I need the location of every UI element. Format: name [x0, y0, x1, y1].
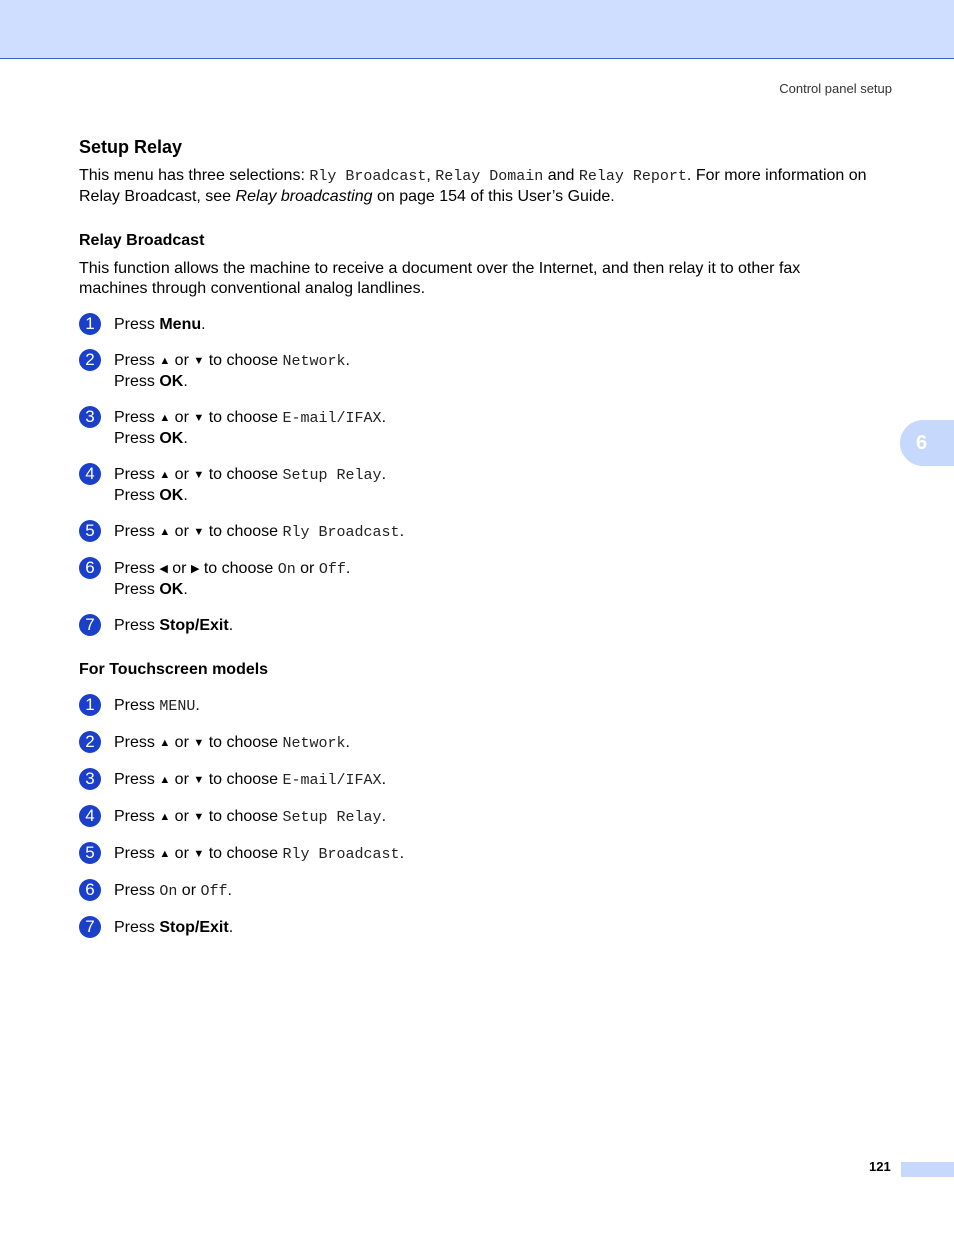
list-item: 5 Press ▲ or ▼ to choose Rly Broadcast. [79, 522, 869, 543]
right-arrow-icon: ▶ [190, 563, 200, 575]
list-item: 6 Press ◀ or ▶ to choose On or Off. Press OK. [79, 559, 869, 600]
key-ok: OK [159, 581, 184, 598]
list-item: 7 Press Stop/Exit. [79, 918, 869, 938]
up-arrow-icon: ▲ [159, 469, 171, 481]
option-relay-report: Relay Report [578, 168, 687, 185]
step-number-icon: 3 [79, 406, 101, 428]
list-item: 5 Press ▲ or ▼ to choose Rly Broadcast. [79, 844, 869, 865]
subsection-title: For Touchscreen models [79, 661, 269, 678]
list-item: 4 Press ▲ or ▼ to choose Setup Relay. [79, 807, 869, 828]
key-menu: Menu [159, 316, 202, 333]
page-number: 121 [869, 1159, 891, 1174]
list-item: 1 Press Menu. [79, 315, 869, 335]
down-arrow-icon: ▼ [193, 469, 205, 481]
list-item: 3 Press ▲ or ▼ to choose E-mail/IFAX. [79, 770, 869, 791]
step-number-icon: 5 [79, 520, 101, 542]
menu-value: Setup Relay [282, 809, 382, 826]
key-stop-exit: Stop/Exit [159, 617, 229, 634]
menu-value: Rly Broadcast [282, 524, 400, 541]
menu-value: Network [282, 353, 346, 370]
step-number-icon: 4 [79, 463, 101, 485]
down-arrow-icon: ▼ [193, 774, 205, 786]
key-ok: OK [159, 487, 184, 504]
list-item: 2 Press ▲ or ▼ to choose Network. [79, 733, 869, 754]
step-number-icon: 3 [79, 768, 101, 790]
list-item: 6 Press On or Off. [79, 881, 869, 902]
running-head: Control panel setup [779, 81, 892, 96]
step-number-icon: 1 [79, 313, 101, 335]
menu-value-on: On [277, 561, 296, 578]
cross-reference-link[interactable]: Relay broadcasting [235, 188, 373, 205]
list-item: 1 Press MENU. [79, 696, 869, 717]
footer-bar [901, 1162, 954, 1177]
subsection-title: Relay Broadcast [79, 232, 205, 249]
step-number-icon: 2 [79, 349, 101, 371]
down-arrow-icon: ▼ [193, 848, 205, 860]
up-arrow-icon: ▲ [159, 355, 171, 367]
key-stop-exit: Stop/Exit [159, 919, 229, 936]
list-item: 3 Press ▲ or ▼ to choose E-mail/IFAX. Press OK. [79, 408, 869, 449]
list-item: 2 Press ▲ or ▼ to choose Network. Press OK. [79, 351, 869, 392]
menu-value: Rly Broadcast [282, 846, 400, 863]
down-arrow-icon: ▼ [193, 811, 205, 823]
section-title: Setup Relay [79, 137, 183, 157]
key-ok: OK [159, 373, 184, 390]
up-arrow-icon: ▲ [159, 774, 171, 786]
chapter-tab: 6 [900, 420, 954, 466]
touch-steps-list [79, 696, 869, 938]
step-number-icon: 7 [79, 614, 101, 636]
step-number-icon: 1 [79, 694, 101, 716]
step-number-icon: 6 [79, 557, 101, 579]
menu-value-off: Off [200, 883, 228, 900]
up-arrow-icon: ▲ [159, 412, 171, 424]
option-rly-broadcast: Rly Broadcast [309, 168, 427, 185]
menu-value: Setup Relay [282, 467, 382, 484]
list-item: 7 Press Stop/Exit. [79, 616, 869, 636]
menu-value: E-mail/IFAX [282, 410, 382, 427]
step-number-icon: 6 [79, 879, 101, 901]
up-arrow-icon: ▲ [159, 811, 171, 823]
menu-value: Network [282, 735, 346, 752]
down-arrow-icon: ▼ [193, 355, 205, 367]
left-arrow-icon: ◀ [159, 563, 168, 575]
option-relay-domain: Relay Domain [435, 168, 544, 185]
key-ok: OK [159, 430, 184, 447]
step-number-icon: 5 [79, 842, 101, 864]
menu-value: E-mail/IFAX [282, 772, 382, 789]
menu-value: MENU [159, 698, 196, 715]
menu-value-on: On [159, 883, 178, 900]
down-arrow-icon: ▼ [193, 737, 205, 749]
list-item: 4 Press ▲ or ▼ to choose Setup Relay. Press OK. [79, 465, 869, 506]
step-number-icon: 4 [79, 805, 101, 827]
intro-paragraph: This menu has three selections: Rly Broadcast, Relay Domain and Relay Report. For more information on Relay Broadcast, see Relay broadcasting on page 154 of this User’s Guide. [79, 167, 867, 205]
step-number-icon: 2 [79, 731, 101, 753]
step-number-icon: 7 [79, 916, 101, 938]
down-arrow-icon: ▼ [193, 526, 205, 538]
header-bar [0, 0, 954, 59]
up-arrow-icon: ▲ [159, 848, 171, 860]
menu-value-off: Off [318, 561, 346, 578]
relay-description: This function allows the machine to receive a document over the Internet, and then relay it to other fax machines through conventional analog landlines. [79, 260, 801, 297]
up-arrow-icon: ▲ [159, 526, 171, 538]
page-content [79, 136, 869, 938]
up-arrow-icon: ▲ [159, 737, 171, 749]
steps-list [79, 315, 869, 636]
down-arrow-icon: ▼ [193, 412, 205, 424]
